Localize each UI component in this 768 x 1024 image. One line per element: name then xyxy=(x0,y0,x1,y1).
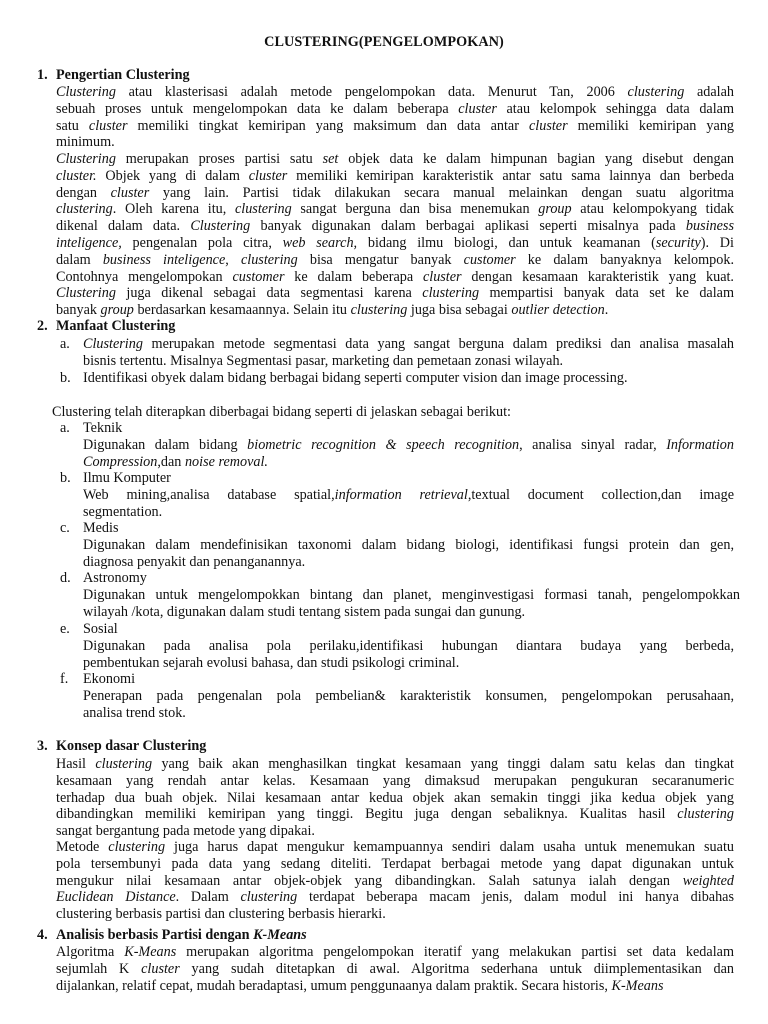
field-b-name: Ilmu Komputer xyxy=(83,470,171,486)
text-line: segmentation. xyxy=(83,503,163,520)
text-line: dalam business inteligence, clustering bisa mengatur banyak customer ke dalam banyaknya kelompok. xyxy=(56,251,735,268)
text-line: wilayah /kota, digunakan dalam studi tentang sistem pada sungai dan gunung. xyxy=(83,603,526,620)
fields-intro: Clustering telah diterapkan diberbagai bidang seperti di jelaskan sebagai berikut: xyxy=(52,404,511,420)
text-line: kesamaan yang rendah antar kelas. Kesamaan yang dimaksud merupakan pengukuran secaranumeric xyxy=(56,772,734,789)
text-line: Digunakan dalam bidang biometric recognition & speech recognition, analisa sinyal radar, Information xyxy=(83,437,734,453)
section-3-number: 3. xyxy=(37,738,48,754)
text-line: Contohnya mengelompokan customer ke dalam beberapa cluster dengan kesamaan karakteristik yang kuat. xyxy=(56,268,734,285)
section-4-paragraph-1 xyxy=(56,944,734,994)
text-line: Clustering merupakan proses partisi satu set objek data ke dalam himpunan bagian yang disebut dengan xyxy=(56,151,735,167)
field-c-text xyxy=(83,537,734,571)
text-line: minimum. xyxy=(56,134,115,151)
section-1-paragraph-2 xyxy=(56,151,734,319)
text-line: Digunakan pada analisa pola perilaku,identifikasi hubungan diantara budaya yang berbeda, xyxy=(83,638,734,654)
text-line: Compression,dan noise removal. xyxy=(83,453,268,470)
text-line: Digunakan dalam mendefinisikan taxonomi dalam bidang biologi, identifikasi fungsi protein dan gen, xyxy=(83,537,734,553)
text-line: cluster. Objek yang di dalam cluster memiliki kemiripan karakteristik antar satu sama lainnya dan berbeda xyxy=(56,167,734,184)
text-line: Algoritma K-Means merupakan algoritma pengelompokan iteratif yang melakukan partisi set data kedalam xyxy=(56,944,734,960)
text-line: satu cluster memiliki tingkat kemiripan yang maksimum dan data antar cluster memiliki kemiripan yang xyxy=(56,117,735,134)
text-line: Clustering atau klasterisasi adalah metode pengelompokan data. Menurut Tan, 2006 clustering adalah xyxy=(56,84,734,100)
text-line: dibandingkan memiliki kemiripan yang tinggi. Begitu juga dengan sebaliknya. Kualitas hasil clustering xyxy=(56,806,734,823)
text-line: Euclidean Distance. Dalam clustering terdapat beberapa macam jenis, dalam modul ini hanya dibahas xyxy=(56,889,734,906)
text-line: analisa trend stok. xyxy=(83,704,186,721)
document-title: CLUSTERING(PENGELOMPOKAN) xyxy=(264,34,504,50)
section-3-heading: Konsep dasar Clustering xyxy=(56,738,207,754)
text-line: sangat bergantung pada metode yang dipakai. xyxy=(56,823,315,840)
section-2-number: 2. xyxy=(37,318,48,334)
text-line: Metode clustering juga harus dapat mengukur kemampuannya sendiri dalam usaha untuk menemukan suatu xyxy=(56,839,734,855)
text-line: Clustering merupakan metode segmentasi data yang sangat berguna dalam prediksi dan analisa masalah xyxy=(83,336,734,352)
text-line: inteligence, pengenalan pola citra, web search, bidang ilmu biologi, dan untuk keamanan (security). Di xyxy=(56,234,734,251)
benefit-b-text xyxy=(83,370,734,387)
text-line: banyak group berdasarkan kesamaannya. Selain itu clustering juga bisa sebagai outlier detection. xyxy=(56,302,609,319)
field-c-marker: c. xyxy=(60,520,70,536)
field-e-marker: e. xyxy=(60,621,70,637)
field-f-name: Ekonomi xyxy=(83,671,136,687)
benefit-b-marker: b. xyxy=(60,370,71,386)
field-d-marker: d. xyxy=(60,570,71,586)
section-1-heading: Pengertian Clustering xyxy=(56,67,190,83)
text-line: terhadap dua buah objek. Nilai kesamaan antar kedua objek akan semakin tinggi jika kedua objek yang xyxy=(56,789,734,806)
field-e-text xyxy=(83,638,734,672)
field-a-text xyxy=(83,437,734,471)
text-line: bisnis tertentu. Misalnya Segmentasi pasar, marketing dan pemetaan zonasi wilayah. xyxy=(83,352,564,369)
text-line: sejumlah K cluster yang sudah ditetapkan di awal. Algoritma sederhana untuk diimplementasikan dan xyxy=(56,960,735,977)
text-line: Penerapan pada pengenalan pola pembelian& karakteristik konsumen, pengelompokan perusahaan, xyxy=(83,688,734,704)
text-line: Digunakan untuk mengelompokkan bintang dan planet, menginvestigasi formasi tanah, pengelompokkan xyxy=(83,587,740,603)
field-d-text xyxy=(83,587,740,621)
section-3-paragraph-1 xyxy=(56,756,734,840)
section-1-paragraph-1 xyxy=(56,84,734,151)
text-line: Hasil clustering yang baik akan menghasilkan tingkat kesamaan yang tinggi dalam satu kelas dan tingkat xyxy=(56,756,735,772)
field-e-name: Sosial xyxy=(83,621,118,637)
field-c-name: Medis xyxy=(83,520,119,536)
text-line: clustering berbasis partisi dan clustering berbasis hierarki. xyxy=(56,906,386,923)
section-3-paragraph-2 xyxy=(56,839,734,923)
text-line: Web mining,analisa database spatial,information retrieval,textual document collection,dan image xyxy=(83,487,734,503)
text-line: dengan cluster yang lain. Partisi tidak dilakukan secara manual melainkan dengan suatu algoritma xyxy=(56,184,734,201)
text-line: mengukur nilai kesamaan antar objek-objek yang dibandingkan. Salah satunya ialah dengan weighted xyxy=(56,872,734,889)
text-line: Identifikasi obyek dalam bidang berbagai bidang seperti computer vision dan image processing. xyxy=(83,370,628,386)
text-line: dijalankan, relatif cepat, mudah beradaptasi, umum penggunaanya dalam praktik. Secara historis, K-Means xyxy=(56,977,664,994)
field-f-marker: f. xyxy=(60,671,69,687)
section-4-heading: Analisis berbasis Partisi dengan K-Means xyxy=(56,927,307,943)
text-line: pola tersembunyi pada data yang sedang diteliti. Terdapat berbagai metode yang dapat digunakan untuk xyxy=(56,855,734,872)
benefit-a-marker: a. xyxy=(60,336,70,352)
section-4-number: 4. xyxy=(37,927,48,943)
benefit-a-text xyxy=(83,336,734,370)
text-line: dikenal dalam data. Clustering banyak digunakan dalam berbagai aplikasi seperti misalnya pada business xyxy=(56,218,734,235)
field-b-text xyxy=(83,487,734,521)
text-line: pembentukan sejarah evolusi bahasa, dan studi psikologi criminal. xyxy=(83,654,460,671)
section-1-number: 1. xyxy=(37,67,48,83)
field-d-name: Astronomy xyxy=(83,570,147,586)
text-line: clustering. Oleh karena itu, clustering sangat berguna dan bisa menemukan group atau kelompokyang tidak xyxy=(56,201,735,218)
text-line: diagnosa penyakit dan penanganannya. xyxy=(83,553,306,570)
field-a-name: Teknik xyxy=(83,420,123,436)
field-a-marker: a. xyxy=(60,420,70,436)
section-2-heading: Manfaat Clustering xyxy=(56,318,176,334)
text-line: Clustering juga dikenal sebagai data segmentasi karena clustering mempartisi banyak data set ke dalam xyxy=(56,285,735,302)
field-b-marker: b. xyxy=(60,470,71,486)
field-f-text xyxy=(83,688,734,722)
text-line: sebuah proses untuk mengelompokan data ke dalam beberapa cluster atau kelompok sehingga data dalam xyxy=(56,100,734,117)
